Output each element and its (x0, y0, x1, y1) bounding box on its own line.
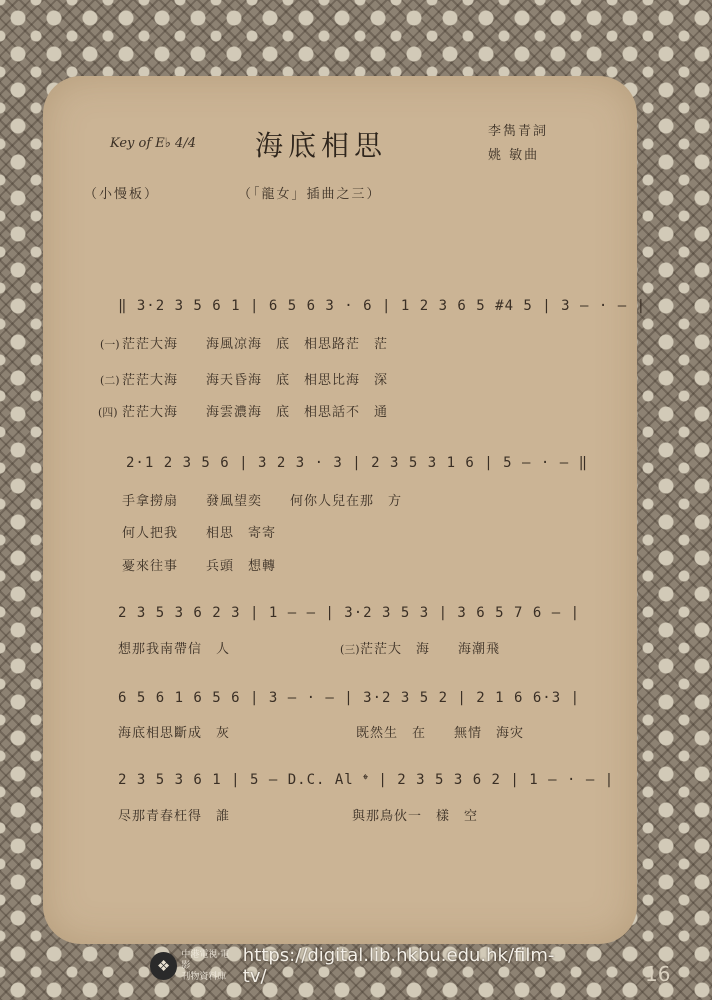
lyric-line: 茫茫大 海 海潮飛 (360, 642, 501, 657)
verse-number: (三) (340, 643, 360, 656)
library-logo-icon: ❖ (150, 952, 177, 980)
notation-line-2: 2·1 2 3 5 6 | 3 2 3 · 3 | 2 3 5 3 1 6 | 5 — · — ‖ (126, 455, 589, 471)
composer-credit: 姚 敏曲 (488, 148, 540, 163)
tempo-marking: （小慢板） (84, 187, 160, 202)
page-number: 16 (645, 962, 671, 986)
song-title: 海底相思 (255, 129, 388, 162)
notation-line-4: 6 5 6 1 6 5 6 | 3 — · — | 3·2 3 5 2 | 2 1 6 6·3 | (118, 690, 581, 706)
library-url-link[interactable]: https://digital.lib.hkbu.edu.hk/film-tv/ (242, 945, 555, 987)
lyric-line: 海底相思斷成 灰 (118, 726, 231, 741)
lyric-line: 既然生 在 無情 海灾 (356, 726, 525, 741)
lyric-line: 想那我南帶信 人 (118, 642, 231, 657)
lyric-line: 茫茫大海 海風凉海 底 相思路茫 茫 (122, 337, 389, 352)
notation-line-5: 2 3 5 3 6 1 | 5 — D.C. Al 𝄌 | 2 3 5 3 6 2 | 1 — · — | (118, 772, 615, 788)
notation-line-1: ‖ 3·2 3 5 6 1 | 6 5 6 3 · 6 | 1 2 3 6 5 #4 5 | 3 — · — | (118, 298, 647, 314)
library-watermark (150, 945, 570, 987)
key-signature: Key of E♭ 4/4 (110, 136, 196, 151)
lyric-line: 手拿撈扇 發風望奕 何你人兒在那 方 (122, 494, 403, 509)
verse-number: (二) (100, 374, 120, 387)
lyric-line: 茫茫大海 海天昏海 底 相思比海 深 (122, 373, 389, 388)
verse-number: (一) (100, 338, 120, 351)
lyric-line: 憂來往事 兵頭 想轉 (122, 559, 277, 574)
lyric-line: 何人把我 相思 寄寄 (122, 526, 277, 541)
lyricist-credit: 李雋青詞 (488, 124, 549, 139)
lyric-line: 尽那青春枉得 誰 (118, 809, 231, 824)
lyric-line: 茫茫大海 海雲濃海 底 相思話不 通 (122, 405, 389, 420)
song-subtitle: （「龍女」插曲之三） (238, 187, 382, 202)
library-name: 中港電視·電影 刊物資料庫 (181, 949, 230, 982)
verse-number: (四) (98, 406, 118, 419)
notation-line-3: 2 3 5 3 6 2 3 | 1 — — | 3·2 3 5 3 | 3 6 5 7 6 — | (118, 605, 581, 621)
lyric-line: 與那鳥伙一 樣 空 (352, 809, 479, 824)
